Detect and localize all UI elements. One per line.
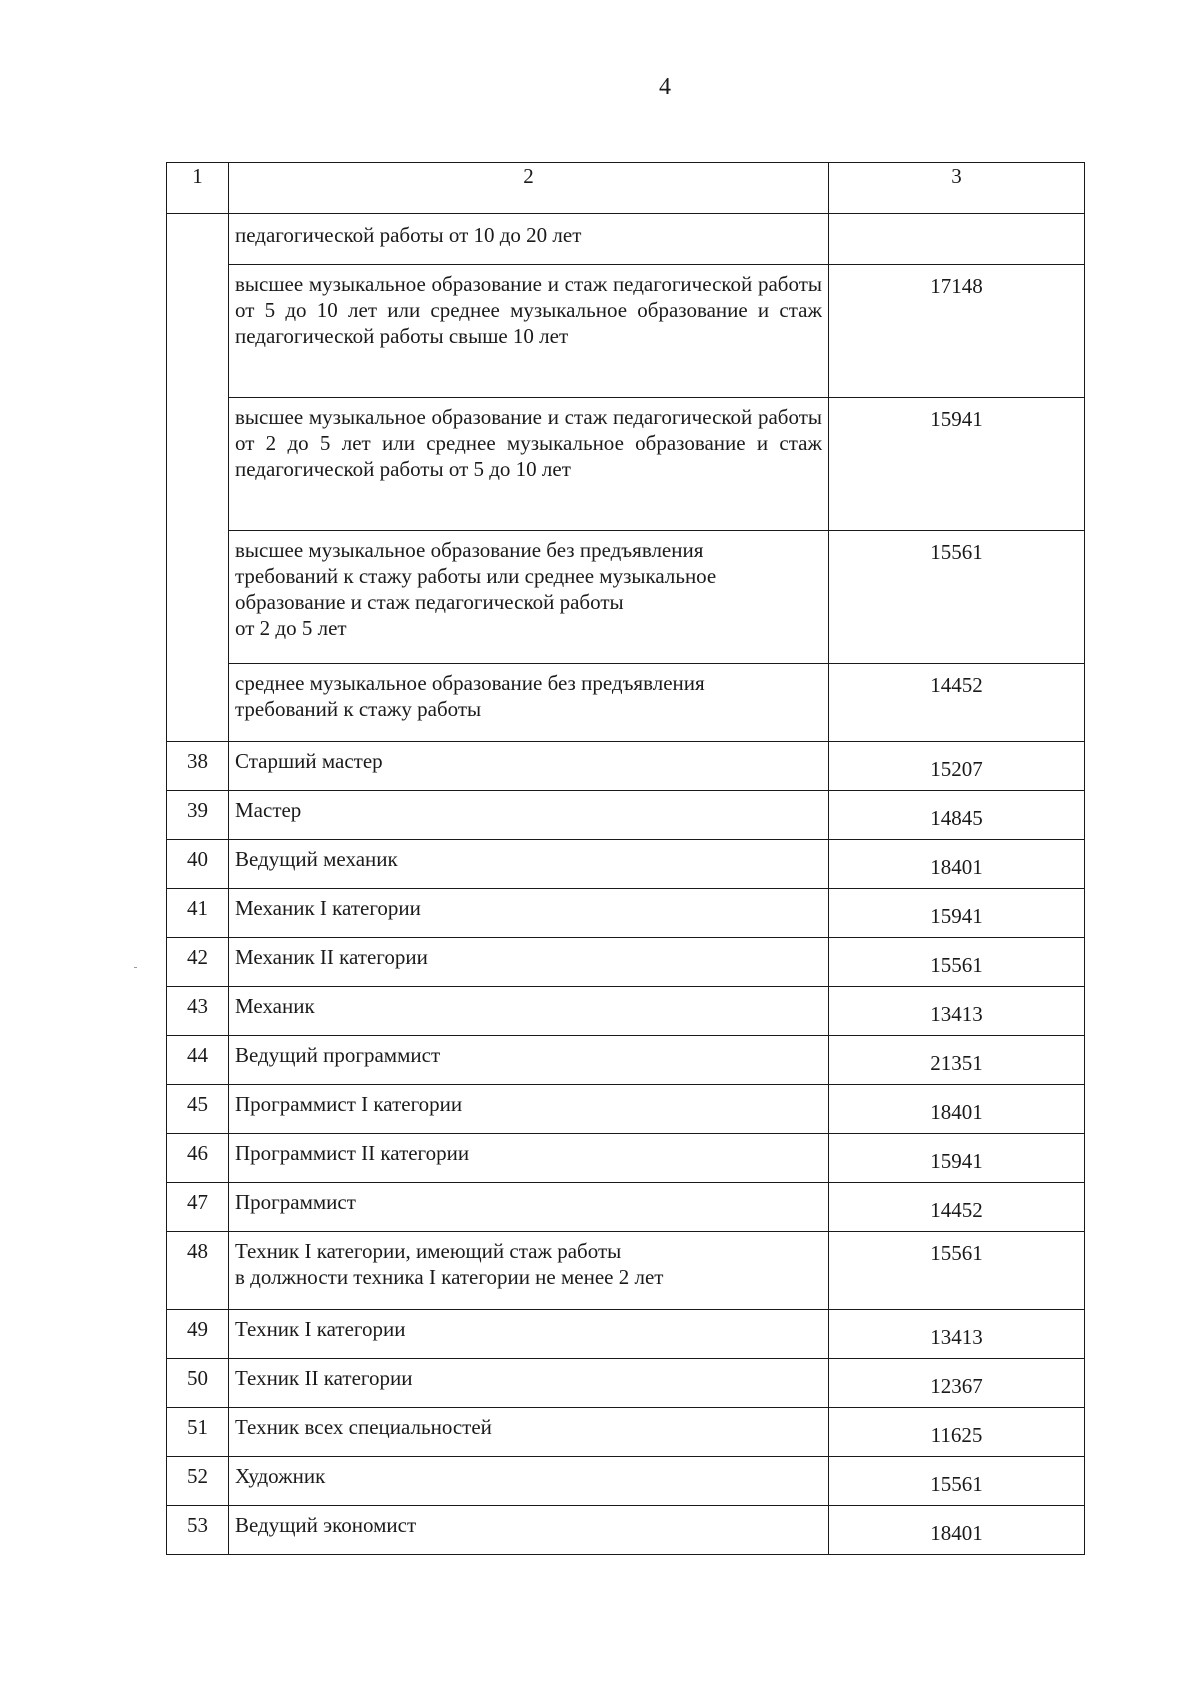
table-row — [167, 1134, 1085, 1183]
row-value: 15561 — [829, 938, 1085, 987]
row-number: 51 — [167, 1408, 229, 1457]
table-row — [167, 889, 1085, 938]
text-line: от 2 до 5 лет — [235, 616, 347, 640]
row-number: 43 — [167, 987, 229, 1036]
row-number: 47 — [167, 1183, 229, 1232]
row-value — [829, 214, 1085, 265]
row-value: 14452 — [829, 664, 1085, 742]
row-number: 41 — [167, 889, 229, 938]
row-text: Механик — [229, 987, 829, 1036]
text-line: Техник I категории, имеющий стаж работы — [235, 1239, 622, 1263]
table-row — [167, 1036, 1085, 1085]
row-value: 21351 — [829, 1036, 1085, 1085]
row-value: 15941 — [829, 889, 1085, 938]
table-row — [167, 1232, 1085, 1310]
page-number: 4 — [659, 74, 671, 100]
row-text: Программист II категории — [229, 1134, 829, 1183]
table-header-row — [167, 163, 1085, 214]
row-value: 15561 — [829, 531, 1085, 664]
row-value: 17148 — [829, 265, 1085, 398]
text-line: высшее музыкальное образование без предъявления — [235, 538, 704, 562]
table-row — [167, 791, 1085, 840]
row-value: 15941 — [829, 1134, 1085, 1183]
row-text: Программист I категории — [229, 1085, 829, 1134]
row-number-cell — [167, 214, 229, 742]
text-line: среднее музыкальное образование без предъявления — [235, 671, 705, 695]
scan-artifact — [134, 967, 137, 968]
table-row — [167, 398, 1085, 531]
row-value: 12367 — [829, 1359, 1085, 1408]
row-number: 38 — [167, 742, 229, 791]
row-value: 15207 — [829, 742, 1085, 791]
row-number: 44 — [167, 1036, 229, 1085]
salary-table — [166, 162, 1085, 1555]
row-value: 15941 — [829, 398, 1085, 531]
table-row — [167, 664, 1085, 742]
row-text: Техник II категории — [229, 1359, 829, 1408]
row-text: Ведущий механик — [229, 840, 829, 889]
header-col-1: 1 — [167, 163, 229, 214]
row-text: высшее музыкальное образование и стаж педагогической работы от 5 до 10 лет или среднее музыкальное образование и стаж педагогической работы свыше 10 лет — [229, 265, 829, 398]
row-text: Мастер — [229, 791, 829, 840]
row-text: Механик I категории — [229, 889, 829, 938]
row-number: 39 — [167, 791, 229, 840]
row-text: Ведущий экономист — [229, 1506, 829, 1555]
row-number: 52 — [167, 1457, 229, 1506]
row-text — [229, 664, 829, 742]
table-row — [167, 840, 1085, 889]
table-row — [167, 1457, 1085, 1506]
row-value: 15561 — [829, 1457, 1085, 1506]
text-line: требований к стажу работы — [235, 697, 482, 721]
row-number: 53 — [167, 1506, 229, 1555]
row-text — [229, 1232, 829, 1310]
table-row — [167, 531, 1085, 664]
row-value: 18401 — [829, 840, 1085, 889]
row-value: 11625 — [829, 1408, 1085, 1457]
table-row — [167, 1310, 1085, 1359]
row-text: Старший мастер — [229, 742, 829, 791]
row-number: 49 — [167, 1310, 229, 1359]
row-text: высшее музыкальное образование и стаж педагогической работы от 2 до 5 лет или среднее музыкальное образование и стаж педагогической работы от 5 до 10 лет — [229, 398, 829, 531]
row-number: 45 — [167, 1085, 229, 1134]
header-col-3: 3 — [829, 163, 1085, 214]
row-text: Программист — [229, 1183, 829, 1232]
table-row — [167, 1359, 1085, 1408]
table-row — [167, 938, 1085, 987]
table-row — [167, 1506, 1085, 1555]
row-value: 18401 — [829, 1506, 1085, 1555]
text-line: требований к стажу работы или среднее музыкальное — [235, 564, 717, 588]
table-row — [167, 987, 1085, 1036]
row-number: 48 — [167, 1232, 229, 1310]
row-text — [229, 531, 829, 664]
text-line: образование и стаж педагогической работы — [235, 590, 624, 614]
row-number: 46 — [167, 1134, 229, 1183]
row-value: 13413 — [829, 987, 1085, 1036]
table-row — [167, 742, 1085, 791]
row-text: Художник — [229, 1457, 829, 1506]
row-number: 40 — [167, 840, 229, 889]
header-col-2: 2 — [229, 163, 829, 214]
row-text: Механик II категории — [229, 938, 829, 987]
table-row — [167, 1408, 1085, 1457]
table-row — [167, 265, 1085, 398]
row-value: 13413 — [829, 1310, 1085, 1359]
text-line: в должности техника I категории не менее 2 лет — [235, 1265, 664, 1289]
row-value: 14452 — [829, 1183, 1085, 1232]
table-row — [167, 1183, 1085, 1232]
row-number: 42 — [167, 938, 229, 987]
row-value: 15561 — [829, 1232, 1085, 1310]
table-row — [167, 1085, 1085, 1134]
row-text: Ведущий программист — [229, 1036, 829, 1085]
row-text: Техник всех специальностей — [229, 1408, 829, 1457]
row-number: 50 — [167, 1359, 229, 1408]
table-row — [167, 214, 1085, 265]
row-text: Техник I категории — [229, 1310, 829, 1359]
row-value: 14845 — [829, 791, 1085, 840]
row-value: 18401 — [829, 1085, 1085, 1134]
row-text: педагогической работы от 10 до 20 лет — [229, 214, 829, 265]
